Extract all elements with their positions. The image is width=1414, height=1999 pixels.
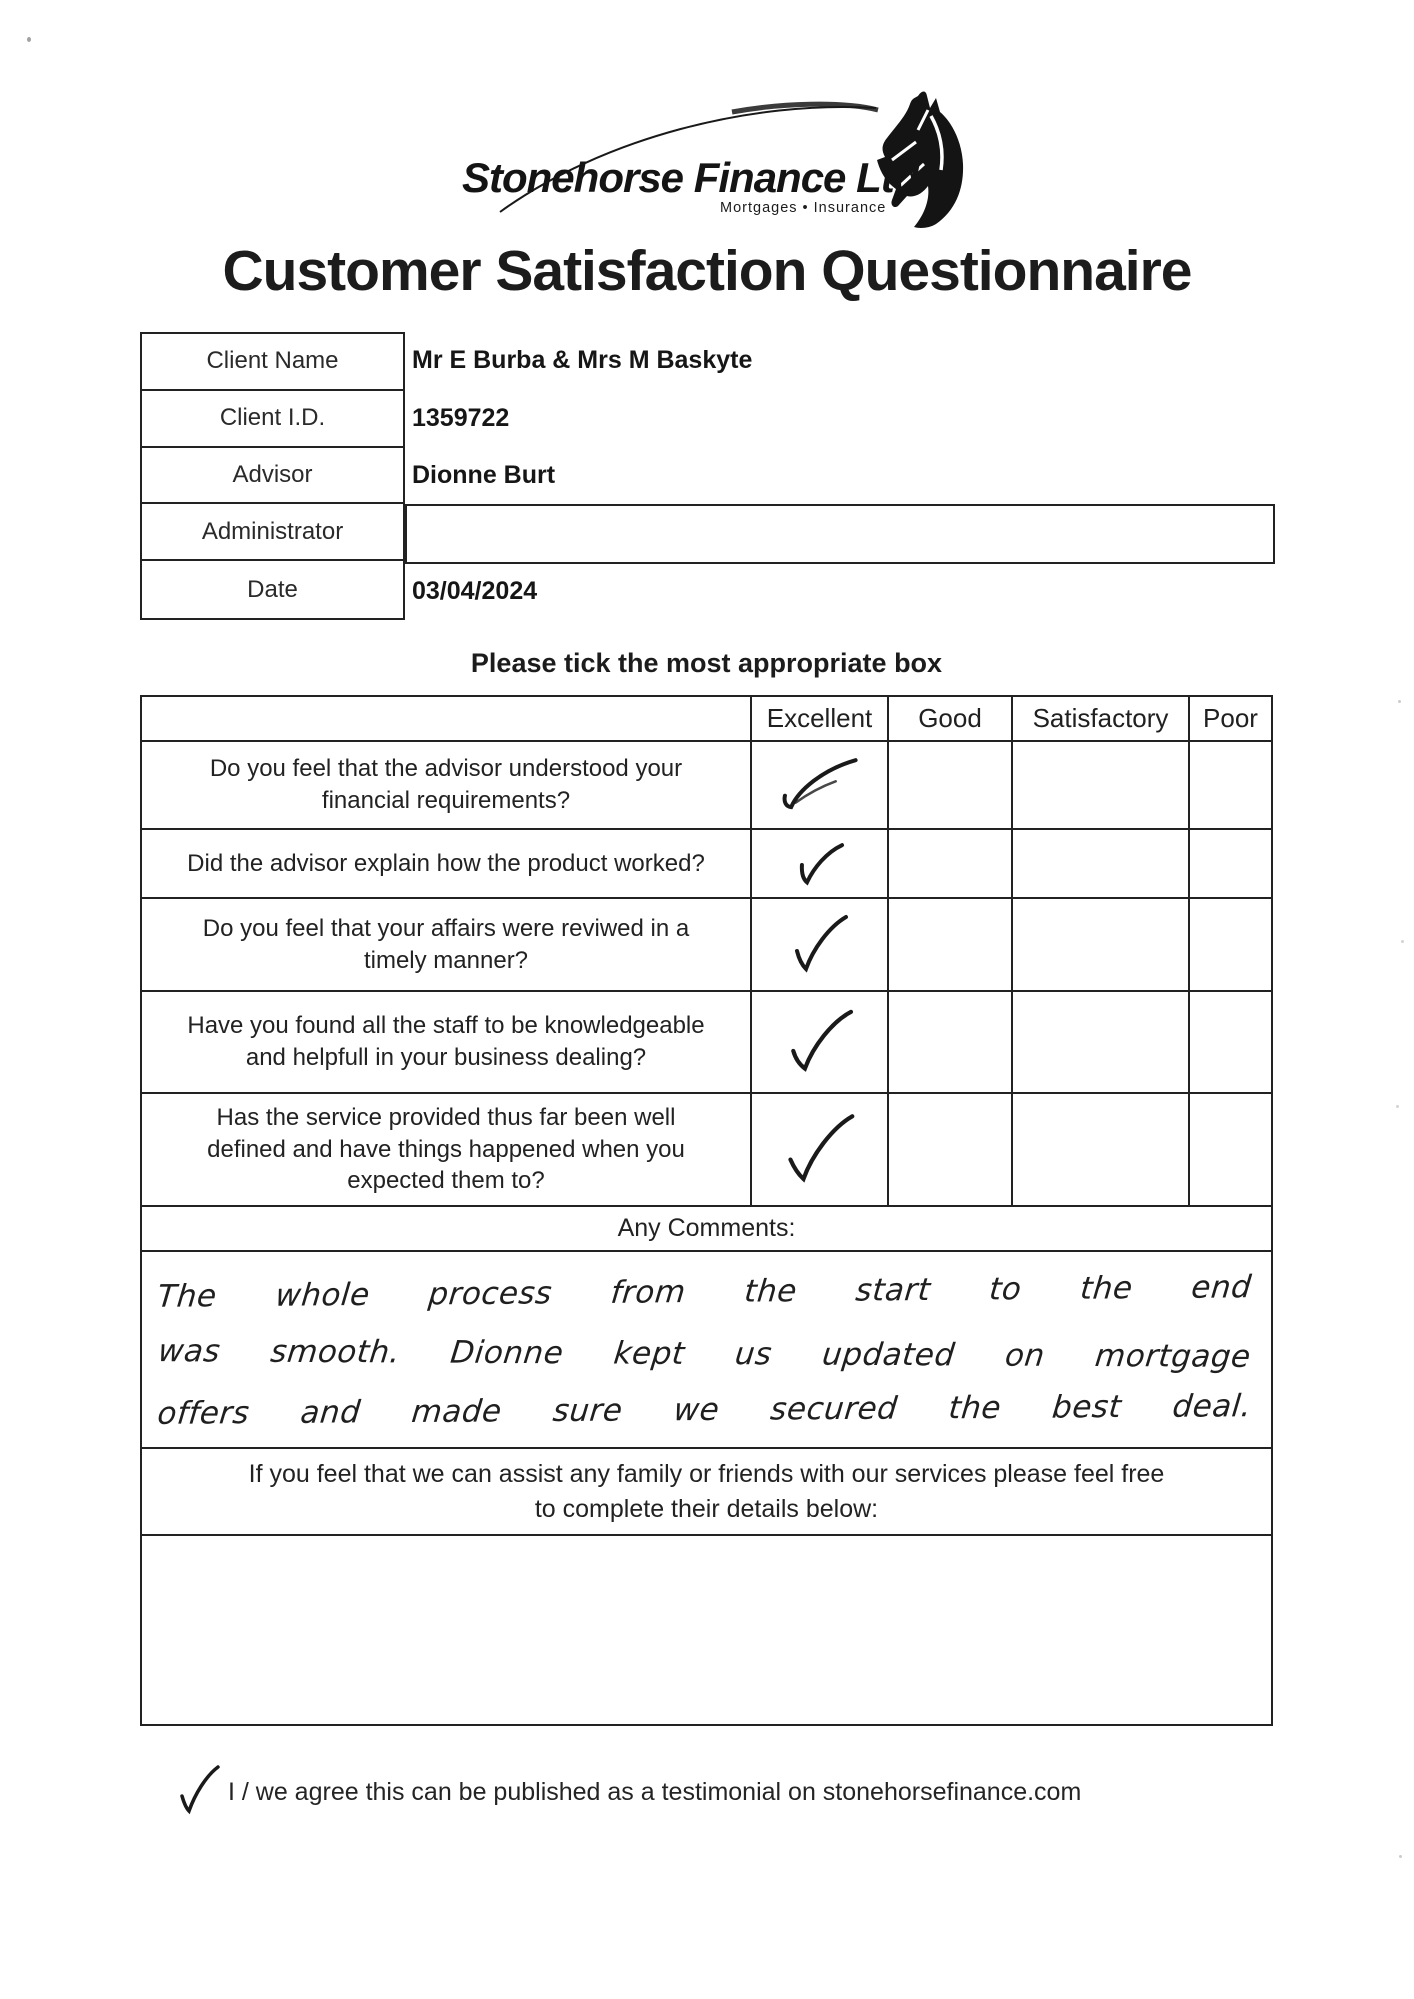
table-row (142, 899, 1271, 992)
rating-cell-satisfactory (1013, 742, 1190, 830)
rating-cell-good (889, 830, 1013, 899)
referral-line1: If you feel that we can assist any family or friends with our services please feel free (248, 1459, 1165, 1488)
client-info-values (412, 332, 1282, 620)
rating-cell-poor (1190, 742, 1271, 830)
referral-line2: to complete their details below: (534, 1494, 879, 1523)
tick-icon (781, 1007, 857, 1078)
scan-speck (1399, 1855, 1402, 1858)
rating-cell-satisfactory (1013, 899, 1190, 992)
tick-icon (769, 751, 871, 819)
column-header-good: Good (889, 697, 1013, 742)
ratings-header-row (142, 697, 1271, 742)
client-id-value: 1359722 (412, 403, 510, 432)
rating-cell-good (889, 742, 1013, 830)
question-column-header (142, 697, 752, 742)
company-logo (452, 86, 968, 228)
handwritten-comment-line: The whole process from the start to the end (155, 1269, 1254, 1315)
scan-speck (1396, 1105, 1399, 1108)
administrator-label: Administrator (142, 504, 403, 561)
rating-cell-excellent (752, 899, 889, 992)
question-text: Do you feel that the advisor understood your financial requirements? (142, 742, 752, 830)
handwritten-comment-line: was smooth. Dionne kept us updated on mortgage (156, 1333, 1253, 1375)
tick-icon (792, 836, 847, 891)
question-text: Has the service provided thus far been well defined and have things happened when you expected them to? (142, 1094, 752, 1207)
scan-speck (27, 37, 31, 42)
question-text: Have you found all the staff to be knowledgeable and helpfull in your business dealing? (142, 992, 752, 1094)
tick-instruction: Please tick the most appropriate box (470, 648, 943, 678)
comments-area (142, 1252, 1271, 1447)
column-header-poor: Poor (1190, 697, 1271, 742)
tick-icon (778, 1111, 862, 1187)
client-name-label: Client Name (142, 334, 403, 391)
date-value: 03/04/2024 (412, 576, 538, 605)
table-row (142, 742, 1271, 830)
rating-cell-good (889, 1094, 1013, 1207)
rating-cell-poor (1190, 992, 1271, 1094)
rating-cell-excellent (752, 830, 889, 899)
table-row (142, 1094, 1271, 1207)
scan-speck (1398, 700, 1401, 703)
rating-cell-excellent (752, 992, 889, 1094)
ratings-table (140, 695, 1273, 1726)
question-text: Did the advisor explain how the product worked? (142, 830, 752, 899)
rating-cell-satisfactory (1013, 1094, 1190, 1207)
referral-details-box (142, 1536, 1271, 1728)
any-comments-header: Any Comments: (142, 1207, 1271, 1252)
company-name: Stonehorse Finance Ltd (462, 154, 919, 201)
rating-cell-good (889, 992, 1013, 1094)
company-tagline: Mortgages • Insurance (720, 200, 887, 216)
client-name-value: Mr E Burba & Mrs M Baskyte (412, 346, 753, 375)
administrator-value (412, 505, 1272, 563)
advisor-label: Advisor (142, 448, 403, 505)
handwritten-comment-line: offers and made sure we secured the best deal. (155, 1388, 1254, 1432)
testimonial-agreement-text: I / we agree this can be published as a testimonial on stonehorsefinance.com (228, 1778, 1082, 1806)
rating-cell-poor (1190, 899, 1271, 992)
rating-cell-satisfactory (1013, 830, 1190, 899)
client-info-label-column (140, 332, 405, 620)
rating-cell-poor (1190, 1094, 1271, 1207)
referral-instruction (142, 1449, 1271, 1536)
column-header-excellent: Excellent (752, 697, 889, 742)
tick-icon (789, 913, 851, 977)
rating-cell-poor (1190, 830, 1271, 899)
date-label: Date (247, 575, 298, 603)
agreement-tick-icon (176, 1764, 222, 1816)
table-row (142, 992, 1271, 1094)
client-id-label: Client I.D. (142, 391, 403, 448)
scan-speck (1401, 940, 1404, 943)
page-title: Customer Satisfaction Questionnaire (222, 239, 1192, 303)
question-text: Do you feel that your affairs were reviwed in a timely manner? (142, 899, 752, 992)
table-row (142, 830, 1271, 899)
column-header-satisfactory: Satisfactory (1013, 697, 1190, 742)
rating-cell-excellent (752, 742, 889, 830)
advisor-value: Dionne Burt (412, 461, 556, 490)
rating-cell-satisfactory (1013, 992, 1190, 1094)
rating-cell-good (889, 899, 1013, 992)
rating-cell-excellent (752, 1094, 889, 1207)
